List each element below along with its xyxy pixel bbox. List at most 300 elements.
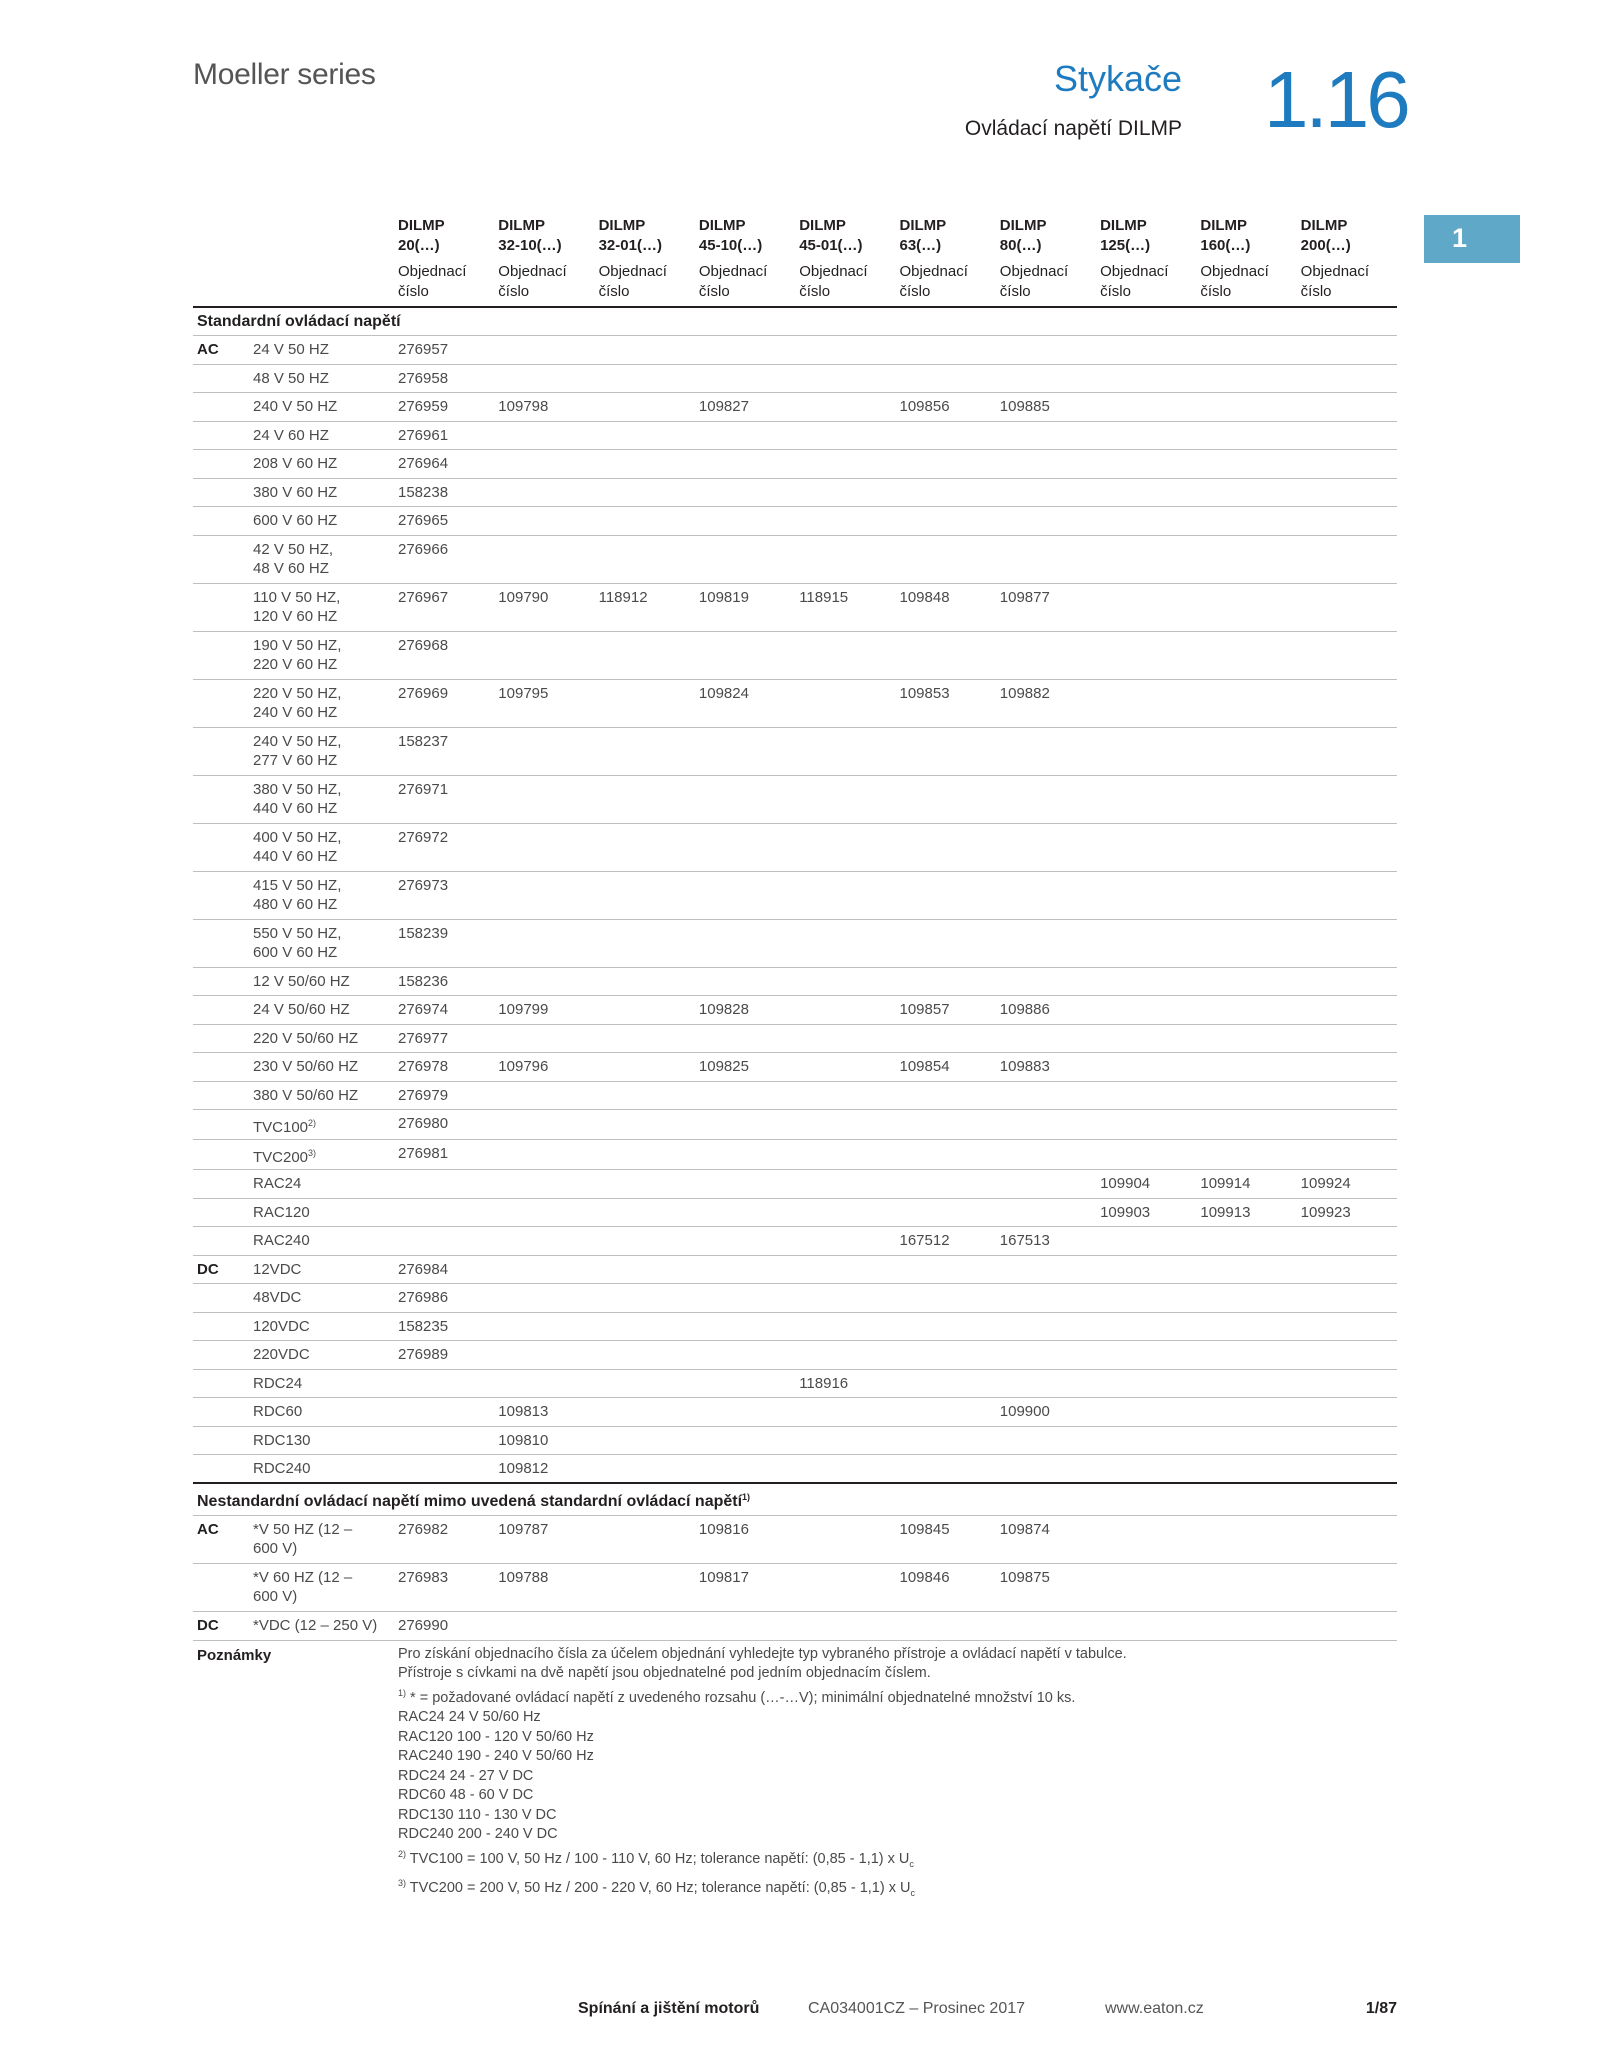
order-number-cell <box>895 967 995 996</box>
current-type-cell <box>193 996 249 1025</box>
voltage-label <box>253 876 390 895</box>
current-type-cell <box>193 823 249 871</box>
table-row <box>193 996 1397 1025</box>
order-number-cell <box>695 1398 795 1427</box>
order-number-cell: 276984 <box>394 1255 494 1284</box>
order-number-cell: 276958 <box>394 364 494 393</box>
column-sub-label: Objednací <box>498 263 567 280</box>
chapter-tab: 1 <box>1424 215 1520 263</box>
table-row <box>193 1198 1397 1227</box>
order-number-cell <box>895 1312 995 1341</box>
order-number-cell <box>595 967 695 996</box>
order-number-cell <box>1297 1024 1397 1053</box>
order-number-cell <box>1096 775 1196 823</box>
voltage-label <box>253 972 390 991</box>
column-subheader <box>695 262 795 307</box>
column-sub-label: Objednací <box>1200 263 1269 280</box>
order-number-cell <box>895 775 995 823</box>
order-number-cell: 276966 <box>394 535 494 583</box>
table-row <box>193 478 1397 507</box>
order-number-cell <box>494 1170 594 1199</box>
voltage-label-cell <box>249 336 394 365</box>
column-header <box>394 216 494 262</box>
voltage-label <box>253 780 390 799</box>
current-type-cell <box>193 871 249 919</box>
current-type-cell <box>193 1170 249 1199</box>
order-number-cell <box>1297 1455 1397 1484</box>
voltage-label <box>253 1616 390 1635</box>
order-number-cell <box>996 727 1096 775</box>
current-type-cell <box>193 727 249 775</box>
column-subheader <box>996 262 1096 307</box>
note-line <box>398 1664 1393 1684</box>
voltage-label <box>253 828 390 847</box>
order-number-cell: 109810 <box>494 1426 594 1455</box>
order-number-cell <box>595 919 695 967</box>
order-number-cell <box>996 1455 1096 1484</box>
order-number-cell <box>595 1081 695 1110</box>
current-type-cell: AC <box>193 336 249 365</box>
table-row <box>193 1312 1397 1341</box>
order-number-cell <box>695 1198 795 1227</box>
order-number-cell: 118912 <box>595 583 695 631</box>
page-subtitle: Ovládací napětí DILMP <box>964 117 1182 140</box>
order-number-cell <box>595 727 695 775</box>
order-number-cell <box>695 1140 795 1170</box>
order-number-cell <box>595 1284 695 1313</box>
column-subheader <box>1196 262 1296 307</box>
order-number-cell <box>695 1227 795 1256</box>
order-number-cell <box>695 450 795 479</box>
order-number-cell <box>1196 1081 1296 1110</box>
order-number-cell <box>895 535 995 583</box>
order-number-cell <box>996 967 1096 996</box>
table-row <box>193 1053 1397 1082</box>
voltage-label-text: RAC240 <box>253 1232 310 1249</box>
voltage-label <box>253 1029 390 1048</box>
order-number-cell: 109875 <box>996 1564 1096 1612</box>
order-number-cell <box>1196 1455 1296 1484</box>
order-number-cell <box>1196 1398 1296 1427</box>
order-number-cell <box>996 1140 1096 1170</box>
voltage-label-line2: 277 V 60 HZ <box>253 751 338 769</box>
column-size: 80(…) <box>999 237 1042 254</box>
order-number-cell <box>996 1284 1096 1313</box>
column-sub-label: Objednací <box>1100 263 1169 280</box>
order-number-cell <box>595 1024 695 1053</box>
table-row <box>193 1426 1397 1455</box>
order-number-cell <box>595 364 695 393</box>
current-type-cell <box>193 421 249 450</box>
voltage-label-text: 24 V 50/60 HZ <box>253 1001 350 1018</box>
voltage-label <box>253 636 390 655</box>
order-number-cell <box>795 1516 895 1564</box>
order-number-cell <box>895 1255 995 1284</box>
order-number-cell <box>996 1170 1096 1199</box>
order-number-cell <box>795 871 895 919</box>
order-number-table-area <box>193 216 1397 1903</box>
order-number-cell <box>1096 1312 1196 1341</box>
order-number-cell <box>1297 1081 1397 1110</box>
order-number-cell <box>795 336 895 365</box>
voltage-label-text: TVC200 <box>253 1149 309 1166</box>
order-number-cell <box>394 1170 494 1199</box>
order-number-cell: 276983 <box>394 1564 494 1612</box>
order-number-cell <box>1297 535 1397 583</box>
note-line <box>398 1786 1393 1806</box>
table-row <box>193 1110 1397 1140</box>
order-number-cell <box>695 507 795 536</box>
order-number-cell <box>1196 1612 1296 1641</box>
order-number-cell <box>1096 393 1196 422</box>
order-number-cell <box>1096 478 1196 507</box>
order-number-cell <box>996 1110 1096 1140</box>
order-number-cell <box>795 507 895 536</box>
order-number-cell <box>695 535 795 583</box>
order-number-cell <box>1297 1341 1397 1370</box>
order-number-cell <box>795 1255 895 1284</box>
order-number-cell <box>595 478 695 507</box>
order-number-cell <box>1096 967 1196 996</box>
order-number-cell: 276961 <box>394 421 494 450</box>
section-title-text: Standardní ovládací napětí <box>197 313 401 330</box>
order-number-cell <box>795 1053 895 1082</box>
table-row <box>193 1081 1397 1110</box>
voltage-label <box>253 369 390 388</box>
order-number-cell <box>595 775 695 823</box>
order-number-cell <box>394 1369 494 1398</box>
order-number-cell: 109882 <box>996 679 1096 727</box>
order-number-cell: 276972 <box>394 823 494 871</box>
voltage-label-cell <box>249 1255 394 1284</box>
column-subheader <box>1297 262 1397 307</box>
order-number-cell <box>695 1341 795 1370</box>
voltage-label-text: 230 V 50/60 HZ <box>253 1058 359 1075</box>
order-number-cell: 276969 <box>394 679 494 727</box>
voltage-label-text: RDC240 <box>253 1460 311 1477</box>
order-number-cell <box>695 631 795 679</box>
order-number-cell <box>1297 1227 1397 1256</box>
order-number-cell: 109885 <box>996 393 1096 422</box>
order-number-cell <box>1096 1369 1196 1398</box>
order-number-cell <box>1297 336 1397 365</box>
note-text: Pro získání objednacího čísla za účelem objednání vyhledejte typ vybraného přístroje a ovládací napětí v tabulce. <box>398 1645 1127 1662</box>
order-number-cell <box>394 1198 494 1227</box>
current-type-cell <box>193 364 249 393</box>
order-number-cell <box>795 1612 895 1641</box>
order-number-cell <box>595 1516 695 1564</box>
order-number-cell <box>695 871 795 919</box>
note-line <box>398 1767 1393 1787</box>
order-number-cell: 109886 <box>996 996 1096 1025</box>
footer-page-number: 1/87 <box>1365 2000 1397 2017</box>
voltage-label-cell <box>249 1024 394 1053</box>
order-number-cell <box>1297 583 1397 631</box>
order-number-cell <box>996 1369 1096 1398</box>
order-number-cell <box>895 1110 995 1140</box>
order-number-cell <box>795 1198 895 1227</box>
order-number-cell <box>595 393 695 422</box>
voltage-label-text: 110 V 50 HZ, <box>253 588 341 606</box>
section-header-row <box>193 307 1397 336</box>
column-subheader <box>394 262 494 307</box>
order-number-cell <box>1096 1341 1196 1370</box>
voltage-label-text: 400 V 50 HZ, <box>253 828 342 846</box>
order-number-cell <box>695 1255 795 1284</box>
voltage-label-text: 240 V 50 HZ <box>253 398 338 415</box>
note-text: RAC120 100 - 120 V 50/60 Hz <box>398 1728 594 1745</box>
table-row <box>193 583 1397 631</box>
order-number-cell <box>795 1227 895 1256</box>
footnote-marker: 1) <box>742 1492 751 1502</box>
order-number-cell: 276986 <box>394 1284 494 1313</box>
current-type-cell <box>193 393 249 422</box>
notes-label: Poznámky <box>197 1646 272 1664</box>
order-number-cell <box>795 727 895 775</box>
voltage-label-cell <box>249 1140 394 1170</box>
order-number-cell <box>895 1081 995 1110</box>
voltage-label-text: 415 V 50 HZ, <box>253 876 342 894</box>
table-header <box>193 216 1397 307</box>
column-header <box>1096 216 1196 262</box>
order-number-cell <box>795 631 895 679</box>
order-number-cell <box>895 1426 995 1455</box>
order-number-cell <box>695 1081 795 1110</box>
order-number-cell: 109914 <box>1196 1170 1296 1199</box>
voltage-label-text: *VDC (12 – 250 V) <box>253 1617 378 1634</box>
voltage-label <box>253 1431 390 1450</box>
order-number-cell <box>1096 1516 1196 1564</box>
order-number-cell <box>1096 871 1196 919</box>
order-number-cell <box>595 1255 695 1284</box>
footnote-marker: 1) <box>398 1687 407 1698</box>
current-type-cell <box>193 1312 249 1341</box>
order-number-cell <box>494 871 594 919</box>
note-line <box>398 1728 1393 1748</box>
order-number-cell <box>1297 919 1397 967</box>
voltage-label-cell <box>249 727 394 775</box>
order-number-cell <box>394 1455 494 1484</box>
table-row <box>193 679 1397 727</box>
order-number-cell <box>895 823 995 871</box>
voltage-label-cell <box>249 679 394 727</box>
current-type-cell <box>193 775 249 823</box>
voltage-label-line2: 220 V 60 HZ <box>253 655 338 673</box>
order-number-cell <box>695 364 795 393</box>
order-number-cell <box>595 1369 695 1398</box>
order-number-cell <box>1096 535 1196 583</box>
voltage-label <box>253 540 390 559</box>
voltage-label-text: 24 V 50 HZ <box>253 341 329 358</box>
order-number-cell <box>1196 1312 1296 1341</box>
voltage-label-text: 48 V 50 HZ <box>253 369 329 387</box>
page-title: Stykače <box>1053 58 1182 99</box>
order-number-cell: 109883 <box>996 1053 1096 1082</box>
order-number-cell <box>1196 996 1296 1025</box>
order-number-cell <box>494 967 594 996</box>
order-number-cell <box>494 478 594 507</box>
voltage-label <box>253 684 390 703</box>
order-number-cell <box>595 1455 695 1484</box>
order-number-cell <box>695 1455 795 1484</box>
order-number-cell <box>795 1455 895 1484</box>
order-number-cell: 109790 <box>494 583 594 631</box>
notes-text <box>394 1640 1397 1903</box>
order-number-cell <box>494 535 594 583</box>
order-number-cell <box>1196 727 1296 775</box>
note-text: RAC24 24 V 50/60 Hz <box>398 1709 541 1725</box>
column-size: 125(…) <box>1100 237 1151 254</box>
table-row <box>193 727 1397 775</box>
column-size: 45-01(…) <box>799 237 863 254</box>
header-blank <box>249 216 394 262</box>
order-number-cell <box>494 1612 594 1641</box>
note-text: RDC130 110 - 130 V DC <box>398 1806 557 1823</box>
order-number-cell <box>1196 1024 1296 1053</box>
voltage-label-cell <box>249 364 394 393</box>
voltage-label-line2: 240 V 60 HZ <box>253 703 338 721</box>
voltage-label-text: 48VDC <box>253 1289 302 1306</box>
order-number-cell <box>895 1198 995 1227</box>
order-number-cell <box>595 1312 695 1341</box>
note-text: RDC60 48 - 60 V DC <box>398 1787 534 1803</box>
note-line <box>398 1874 1393 1903</box>
voltage-label-cell <box>249 1081 394 1110</box>
voltage-label <box>253 1174 390 1193</box>
column-sub-label: Objednací <box>899 263 968 280</box>
order-number-cell <box>1096 679 1196 727</box>
order-number-cell <box>695 1612 795 1641</box>
order-number-cell <box>996 823 1096 871</box>
note-text: TVC100 = 100 V, 50 Hz / 100 - 110 V, 60 Hz; tolerance napětí: (0,85 - 1,1) x U <box>406 1850 910 1867</box>
voltage-label-line2: 48 V 60 HZ <box>253 559 329 577</box>
note-text: RAC240 190 - 240 V 50/60 Hz <box>398 1748 594 1764</box>
order-number-cell <box>1196 1516 1296 1564</box>
voltage-label-cell <box>249 478 394 507</box>
order-number-cell <box>1196 421 1296 450</box>
order-number-cell: 276965 <box>394 507 494 536</box>
order-number-cell <box>1096 1398 1196 1427</box>
order-number-cell <box>1196 393 1296 422</box>
order-number-cell <box>494 450 594 479</box>
order-number-cell <box>795 1110 895 1140</box>
order-number-cell <box>494 727 594 775</box>
voltage-label-cell <box>249 1564 394 1612</box>
current-type-cell <box>193 535 249 583</box>
footnote-marker: 2) <box>308 1118 317 1128</box>
column-name: DILMP <box>398 217 445 234</box>
order-number-cell <box>695 1024 795 1053</box>
voltage-label <box>253 732 390 751</box>
voltage-label <box>253 1000 390 1019</box>
column-sub-label: Objednací <box>799 263 868 280</box>
voltage-label-cell <box>249 1341 394 1370</box>
voltage-label <box>253 1057 390 1076</box>
order-number-cell: 158238 <box>394 478 494 507</box>
order-number-cell <box>895 1024 995 1053</box>
header-blank <box>193 262 249 307</box>
order-number-cell <box>1096 919 1196 967</box>
order-number-cell <box>1297 393 1397 422</box>
order-number-cell <box>1096 823 1196 871</box>
column-name: DILMP <box>1300 217 1348 234</box>
order-number-cell <box>1196 1140 1296 1170</box>
order-number-cell <box>895 1612 995 1641</box>
order-number-cell <box>996 364 1096 393</box>
current-type-cell <box>193 1227 249 1256</box>
order-number-cell <box>394 1227 494 1256</box>
order-number-cell <box>595 421 695 450</box>
order-number-cell <box>595 1110 695 1140</box>
order-number-cell <box>1196 535 1296 583</box>
column-name: DILMP <box>899 217 947 234</box>
order-number-cell <box>895 364 995 393</box>
header-blank <box>193 216 249 262</box>
order-number-cell <box>996 1198 1096 1227</box>
order-number-cell <box>695 336 795 365</box>
column-sub-label: číslo <box>1300 283 1332 300</box>
order-number-cell <box>595 823 695 871</box>
order-number-cell <box>895 1398 995 1427</box>
voltage-label-text: 24 V 60 HZ <box>253 426 329 444</box>
order-number-cell: 109813 <box>494 1398 594 1427</box>
order-number-cell: 109877 <box>996 583 1096 631</box>
order-number-cell <box>1297 967 1397 996</box>
table-row <box>193 1255 1397 1284</box>
order-number-cell <box>595 996 695 1025</box>
order-number-cell: 276959 <box>394 393 494 422</box>
table-row <box>193 450 1397 479</box>
current-type-cell <box>193 1024 249 1053</box>
column-name: DILMP <box>598 217 646 234</box>
order-number-cell <box>795 1564 895 1612</box>
order-number-cell: 109856 <box>895 393 995 422</box>
order-number-cell <box>1196 967 1296 996</box>
order-number-cell <box>595 1198 695 1227</box>
header-row-names <box>193 216 1397 262</box>
current-type-cell <box>193 478 249 507</box>
footer-website[interactable]: www.eaton.cz <box>1105 2000 1204 2017</box>
order-number-cell: 109788 <box>494 1564 594 1612</box>
order-number-cell <box>1096 1227 1196 1256</box>
voltage-label <box>253 1374 390 1393</box>
order-number-cell: 109787 <box>494 1516 594 1564</box>
order-number-cell <box>695 823 795 871</box>
order-number-cell <box>595 1426 695 1455</box>
order-number-cell: 109904 <box>1096 1170 1196 1199</box>
voltage-label-cell <box>249 1516 394 1564</box>
voltage-label-line2: 440 V 60 HZ <box>253 847 338 865</box>
voltage-label <box>253 1568 390 1587</box>
voltage-label-text: RDC24 <box>253 1374 303 1392</box>
voltage-label-cell <box>249 1312 394 1341</box>
order-number-cell: 118915 <box>795 583 895 631</box>
order-number-cell <box>895 1455 995 1484</box>
order-number-cell <box>595 631 695 679</box>
column-size: 63(…) <box>899 237 942 254</box>
order-number-cell <box>795 967 895 996</box>
order-number-cell <box>1096 1612 1196 1641</box>
order-number-cell <box>595 1564 695 1612</box>
order-number-cell: 276990 <box>394 1612 494 1641</box>
voltage-label-cell <box>249 1227 394 1256</box>
column-name: DILMP <box>1100 217 1147 234</box>
order-number-cell <box>494 336 594 365</box>
voltage-label <box>253 1520 390 1539</box>
table-row <box>193 1455 1397 1484</box>
section-title <box>193 307 1397 336</box>
section-number: 1.16 <box>1264 55 1408 144</box>
